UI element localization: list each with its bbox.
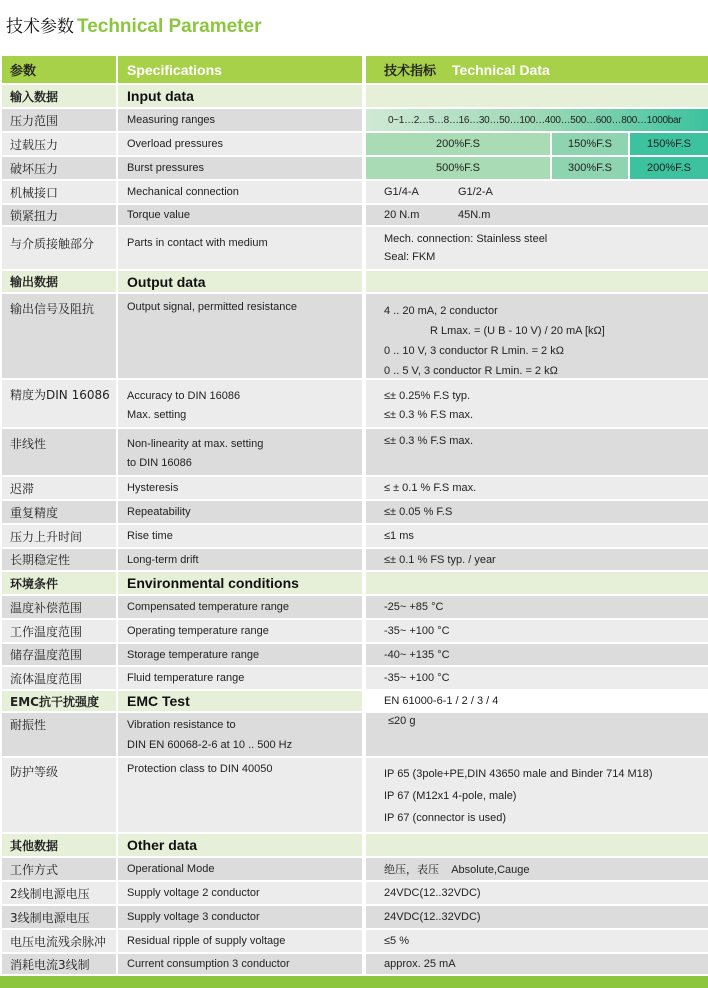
row-value: ≤± 0.1 % FS typ. / year xyxy=(366,549,708,570)
table-row xyxy=(0,429,708,477)
value-a: 20 N.m xyxy=(384,209,420,221)
row-label-zh: 精度为DIN 16086 xyxy=(2,380,116,427)
section-zh: EMC抗干扰强度 xyxy=(2,691,116,711)
row-label-en: Long-term drift xyxy=(118,549,362,570)
row-value: 24VDC(12..32VDC) xyxy=(366,906,708,928)
row-label-zh: 长期稳定性 xyxy=(2,549,116,570)
row-label-zh: 机械接口 xyxy=(2,181,116,203)
table-row xyxy=(0,644,708,667)
title-en: Technical Parameter xyxy=(77,16,262,37)
value-line: ≤± 0.25% F.S typ. xyxy=(384,390,471,402)
row-label-zh: 破坏压力 xyxy=(2,157,116,179)
section-value xyxy=(366,271,708,292)
table-row xyxy=(0,181,708,205)
row-value: 绝压，表压 Absolute,Cauge xyxy=(366,858,708,880)
footer-bar xyxy=(0,976,708,988)
table-row xyxy=(0,596,708,620)
value-line: Mech. connection: Stainless steel xyxy=(384,233,548,245)
value-line: 4 .. 20 mA, 2 conductor xyxy=(384,305,498,317)
row-value: ≤5 % xyxy=(366,930,708,952)
row-value: ≤1 ms xyxy=(366,525,708,547)
section-value: EN 61000-6-1 / 2 / 3 / 4 xyxy=(366,691,708,711)
value-line: IP 67 (M12x1 4-pole, male) xyxy=(384,790,517,802)
row-value xyxy=(366,205,708,225)
section-output xyxy=(0,271,708,294)
table-row xyxy=(0,713,708,758)
row-label-en: Fluid temperature range xyxy=(118,667,362,689)
row-label-zh: 过载压力 xyxy=(2,133,116,155)
section-value xyxy=(366,85,708,107)
section-zh: 输入数据 xyxy=(2,85,116,107)
value-a: G1/4-A xyxy=(384,186,419,198)
row-label-en: Measuring ranges xyxy=(118,109,362,131)
table-row xyxy=(0,954,708,976)
row-value: approx. 25 mA xyxy=(366,954,708,974)
section-other xyxy=(0,834,708,858)
row-label-en: Supply voltage 3 conductor xyxy=(118,906,362,928)
row-label-en: Compensated temperature range xyxy=(118,596,362,618)
burst-band-1: 500%F.S xyxy=(366,157,550,179)
row-label-zh: 储存温度范围 xyxy=(2,644,116,665)
row-value: ≤± 0.3 % F.S max. xyxy=(366,429,708,475)
burst-band-2: 300%F.S xyxy=(552,157,628,179)
row-label-zh: 迟滞 xyxy=(2,477,116,499)
table-row xyxy=(0,620,708,644)
overload-band-1: 200%F.S xyxy=(366,133,550,155)
overload-band-3: 150%F.S xyxy=(630,133,708,155)
table-row xyxy=(0,882,708,906)
row-label-zh: 重复精度 xyxy=(2,501,116,523)
label-line: Accuracy to DIN 16086 xyxy=(127,390,241,402)
section-zh: 输出数据 xyxy=(2,271,116,292)
table-row xyxy=(0,380,708,429)
row-label-en: Overload pressures xyxy=(118,133,362,155)
section-en: Other data xyxy=(118,834,362,856)
section-en: EMC Test xyxy=(118,691,362,711)
table-row xyxy=(0,906,708,930)
row-label-en xyxy=(118,380,362,427)
row-label-zh: 压力上升时间 xyxy=(2,525,116,547)
row-label-en: Current consumption 3 conductor xyxy=(118,954,362,974)
label-line: Vibration resistance to xyxy=(127,719,236,731)
value-line: 0 .. 10 V, 3 conductor R Lmin. = 2 kΩ xyxy=(384,345,564,357)
section-zh: 环境条件 xyxy=(2,572,116,594)
value-line: R Lmax. = (U B - 10 V) / 20 mA [kΩ] xyxy=(430,325,605,337)
row-value xyxy=(366,227,708,269)
table-row xyxy=(0,858,708,882)
value-b: G1/2-A xyxy=(458,186,493,198)
row-label-zh: 防护等级 xyxy=(2,758,116,832)
value-line: Seal: FKM xyxy=(384,251,436,263)
section-environmental xyxy=(0,572,708,596)
header-data-zh: 技术指标 xyxy=(384,64,437,79)
section-en: Input data xyxy=(118,85,362,107)
value-line: IP 67 (connector is used) xyxy=(384,812,507,824)
row-value: ≤20 g xyxy=(366,713,708,756)
title-zh: 技术参数 xyxy=(6,17,74,37)
label-line: Non-linearity at max. setting xyxy=(127,438,264,450)
row-label-zh: 耐振性 xyxy=(2,713,116,756)
table-row xyxy=(0,133,708,157)
row-label-zh: 与介质接触部分 xyxy=(2,227,116,269)
table-row xyxy=(0,205,708,227)
row-label-en: Residual ripple of supply voltage xyxy=(118,930,362,952)
table-row xyxy=(0,294,708,380)
label-line: DIN EN 60068-2-6 at 10 .. 500 Hz xyxy=(127,739,293,751)
label-line: Max. setting xyxy=(127,409,187,421)
table-row xyxy=(0,109,708,133)
table-header xyxy=(0,56,708,85)
row-label-zh: 工作方式 xyxy=(2,858,116,880)
row-value xyxy=(366,758,708,832)
section-emc xyxy=(0,691,708,713)
row-label-zh: 工作温度范围 xyxy=(2,620,116,642)
row-label-en: Rise time xyxy=(118,525,362,547)
row-label-en: Burst pressures xyxy=(118,157,362,179)
row-label-zh: 输出信号及阻抗 xyxy=(2,294,116,378)
header-param: 参数 xyxy=(2,56,116,83)
row-value xyxy=(366,380,708,427)
row-value: 24VDC(12..32VDC) xyxy=(366,882,708,904)
section-value xyxy=(366,572,708,594)
header-spec: Specifications xyxy=(118,56,362,83)
row-label-en: Storage temperature range xyxy=(118,644,362,665)
header-data-en: Technical Data xyxy=(452,61,550,78)
row-label-zh: 流体温度范围 xyxy=(2,667,116,689)
page-title xyxy=(6,12,261,42)
label-line: to DIN 16086 xyxy=(127,457,192,469)
row-label-zh: 3线制电源电压 xyxy=(2,906,116,928)
row-label-zh: 消耗电流3线制 xyxy=(2,954,116,974)
row-value: -25~ +85 °C xyxy=(366,596,708,618)
table-row xyxy=(0,667,708,691)
table-row xyxy=(0,525,708,549)
table-row xyxy=(0,758,708,834)
row-label-zh: 压力范围 xyxy=(2,109,116,131)
row-label-en: Supply voltage 2 conductor xyxy=(118,882,362,904)
burst-band-3: 200%F.S xyxy=(630,157,708,179)
row-label-en: Parts in contact with medium xyxy=(118,227,362,269)
row-label-en: Torque value xyxy=(118,205,362,225)
row-label-en: Repeatability xyxy=(118,501,362,523)
row-label-zh: 电压电流残余脉冲 xyxy=(2,930,116,952)
row-value: -35~ +100 °C xyxy=(366,667,708,689)
overload-band-2: 150%F.S xyxy=(552,133,628,155)
measuring-range-scale: 0~1…2…5…8…16…30…50…100…400…500…600…800…1000bar xyxy=(366,109,708,131)
row-value: -40~ +135 °C xyxy=(366,644,708,665)
row-value: ≤ ± 0.1 % F.S max. xyxy=(366,477,708,499)
row-label-en: Operational Mode xyxy=(118,858,362,880)
section-zh: 其他数据 xyxy=(2,834,116,856)
section-input xyxy=(0,85,708,109)
row-value xyxy=(366,294,708,378)
row-label-zh: 非线性 xyxy=(2,429,116,475)
row-label-en xyxy=(118,429,362,475)
table-row xyxy=(0,501,708,525)
row-label-en: Protection class to DIN 40050 xyxy=(118,758,362,832)
row-label-en: Operating temperature range xyxy=(118,620,362,642)
header-data xyxy=(366,56,708,83)
row-label-en: Hysteresis xyxy=(118,477,362,499)
row-value xyxy=(366,181,708,203)
row-label-en: Output signal, permitted resistance xyxy=(118,294,362,378)
section-en: Output data xyxy=(118,271,362,292)
row-value: ≤± 0.05 % F.S xyxy=(366,501,708,523)
section-en: Environmental conditions xyxy=(118,572,362,594)
row-value: -35~ +100 °C xyxy=(366,620,708,642)
row-label-zh: 锁紧扭力 xyxy=(2,205,116,225)
value-line: IP 65 (3pole+PE,DIN 43650 male and Binder 714 M18) xyxy=(384,768,653,780)
row-label-en: Mechanical connection xyxy=(118,181,362,203)
table-row xyxy=(0,930,708,954)
value-b: 45N.m xyxy=(458,209,491,221)
row-label-zh: 温度补偿范围 xyxy=(2,596,116,618)
value-line: 0 .. 5 V, 3 conductor R Lmin. = 2 kΩ xyxy=(384,365,558,377)
table-row xyxy=(0,157,708,181)
section-value xyxy=(366,834,708,856)
row-label-zh: 2线制电源电压 xyxy=(2,882,116,904)
row-label-en xyxy=(118,713,362,756)
table-row xyxy=(0,227,708,271)
table-row xyxy=(0,477,708,501)
table-row xyxy=(0,549,708,572)
value-line: ≤± 0.3 % F.S max. xyxy=(384,409,474,421)
